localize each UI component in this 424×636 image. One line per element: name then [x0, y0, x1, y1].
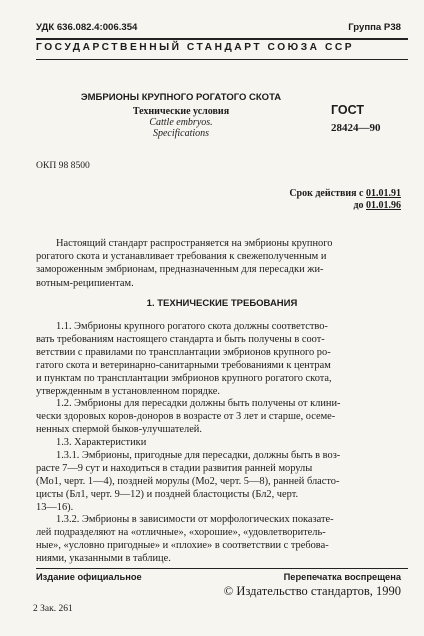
paragraph-line: ные», «условно пригодные» и «плохие» в соответствии с требова- [36, 539, 329, 551]
paragraph-line: ниями, указанными в таблице. [36, 552, 171, 564]
document-title: ЭМБРИОНЫ КРУПНОГО РОГАТОГО СКОТА [80, 92, 282, 103]
top-rule [36, 38, 408, 40]
banner-rule [36, 59, 408, 60]
gost-number: 28424—90 [331, 122, 381, 134]
paragraph-1-3 [36, 437, 408, 450]
english-subtitle: Specifications [152, 128, 210, 139]
intro-line: рогатого скота и устанавливает требования к свежеполученным и [36, 251, 327, 263]
paragraph-1-1 [36, 321, 408, 398]
paragraph-line: 1.3.2. Эмбрионы в зависимости от морфологических показате- [56, 514, 334, 525]
paragraph-line: (Мо1, черт. 1—4), поздней морулы (Мо2, черт. 5—8), ранней бласто- [36, 475, 340, 487]
paragraph-line: цисты (Бл1, черт. 9—12) и поздней бластоцисты (Бл2, черт. [36, 488, 299, 500]
footer-rule [36, 568, 408, 569]
banner: ГОСУДАРСТВЕННЫЙ СТАНДАРТ СОЮЗА ССР [36, 42, 355, 53]
paragraph-line: 1.2. Эмбрионы для пересадки должны быть получены от клини- [56, 398, 341, 409]
intro-line: вотным-реципиентам. [36, 277, 134, 289]
intro-line: замороженным эмбрионам, предназначенным для пересадки жи- [36, 264, 324, 276]
copyright: © Издательство стандартов, 1990 [223, 584, 401, 598]
intro-paragraph [36, 237, 408, 290]
paragraph-line: вать требованиям настоящего стандарта и быть получены в соот- [36, 333, 325, 345]
okp-code: ОКП 98 8500 [36, 160, 90, 171]
paragraph-line: утвержденным в установленном порядке. [36, 385, 220, 397]
validity-end-date: 01.01.96 [366, 200, 401, 211]
official-edition: Издание официальное [36, 572, 142, 582]
validity-start-prefix: Срок действия с [289, 188, 366, 199]
document-subtitle: Технические условия [132, 106, 230, 117]
paragraph-line: ветствии с правилами по трансплантации эмбрионов крупного ро- [36, 346, 331, 358]
paragraph-line: 13—16). [36, 501, 74, 513]
paragraph-line: 1.3.1. Эмбрионы, пригодные для пересадки, должны быть в воз- [56, 450, 341, 461]
paragraph-line: и пунктам по трансплантации эмбрионов крупного рогатого скота, [36, 372, 332, 384]
validity-start-date: 01.01.91 [366, 188, 401, 199]
paragraph-line: ненных спермой быков-улучшателей. [36, 423, 202, 435]
paragraph-line: 1.1. Эмбрионы крупного рогатого скота должны соответство- [56, 321, 328, 332]
paragraph-line: чески здоровых коров-доноров в возрасте от 3 лет и старше, осеме- [36, 410, 336, 422]
validity-start [289, 188, 401, 199]
validity-end [353, 200, 401, 211]
paragraph-1-3-1 [36, 450, 408, 515]
intro-line: Настоящий стандарт распространяется на эмбрионы крупного [56, 238, 333, 249]
validity-end-prefix: до [353, 200, 366, 211]
paragraph-line: 1.3. Характеристики [56, 437, 147, 448]
paragraph-1-3-2 [36, 514, 408, 566]
order-number: 2 Зак. 261 [33, 604, 73, 614]
gost-label: ГОСТ [331, 103, 364, 117]
reprint-notice: Перепечатка воспрещена [283, 572, 401, 582]
paragraph-1-2 [36, 398, 408, 437]
english-title: Cattle embryos. [149, 117, 213, 128]
section-heading: 1. ТЕХНИЧЕСКИЕ ТРЕБОВАНИЯ [146, 298, 298, 309]
group-code: Группа Р38 [348, 22, 401, 33]
paragraph-line: гатого скота и ветеринарно-санитарными требованиями к центрам [36, 359, 331, 371]
paragraph-line: расте 7—9 сут и находиться в стадии развития ранней морулы [36, 462, 313, 474]
udk-code: УДК 636.082.4:006.354 [36, 22, 138, 33]
paragraph-line: лей подразделяют на «отличные», «хорошие», «удовлетворитель- [36, 526, 326, 538]
